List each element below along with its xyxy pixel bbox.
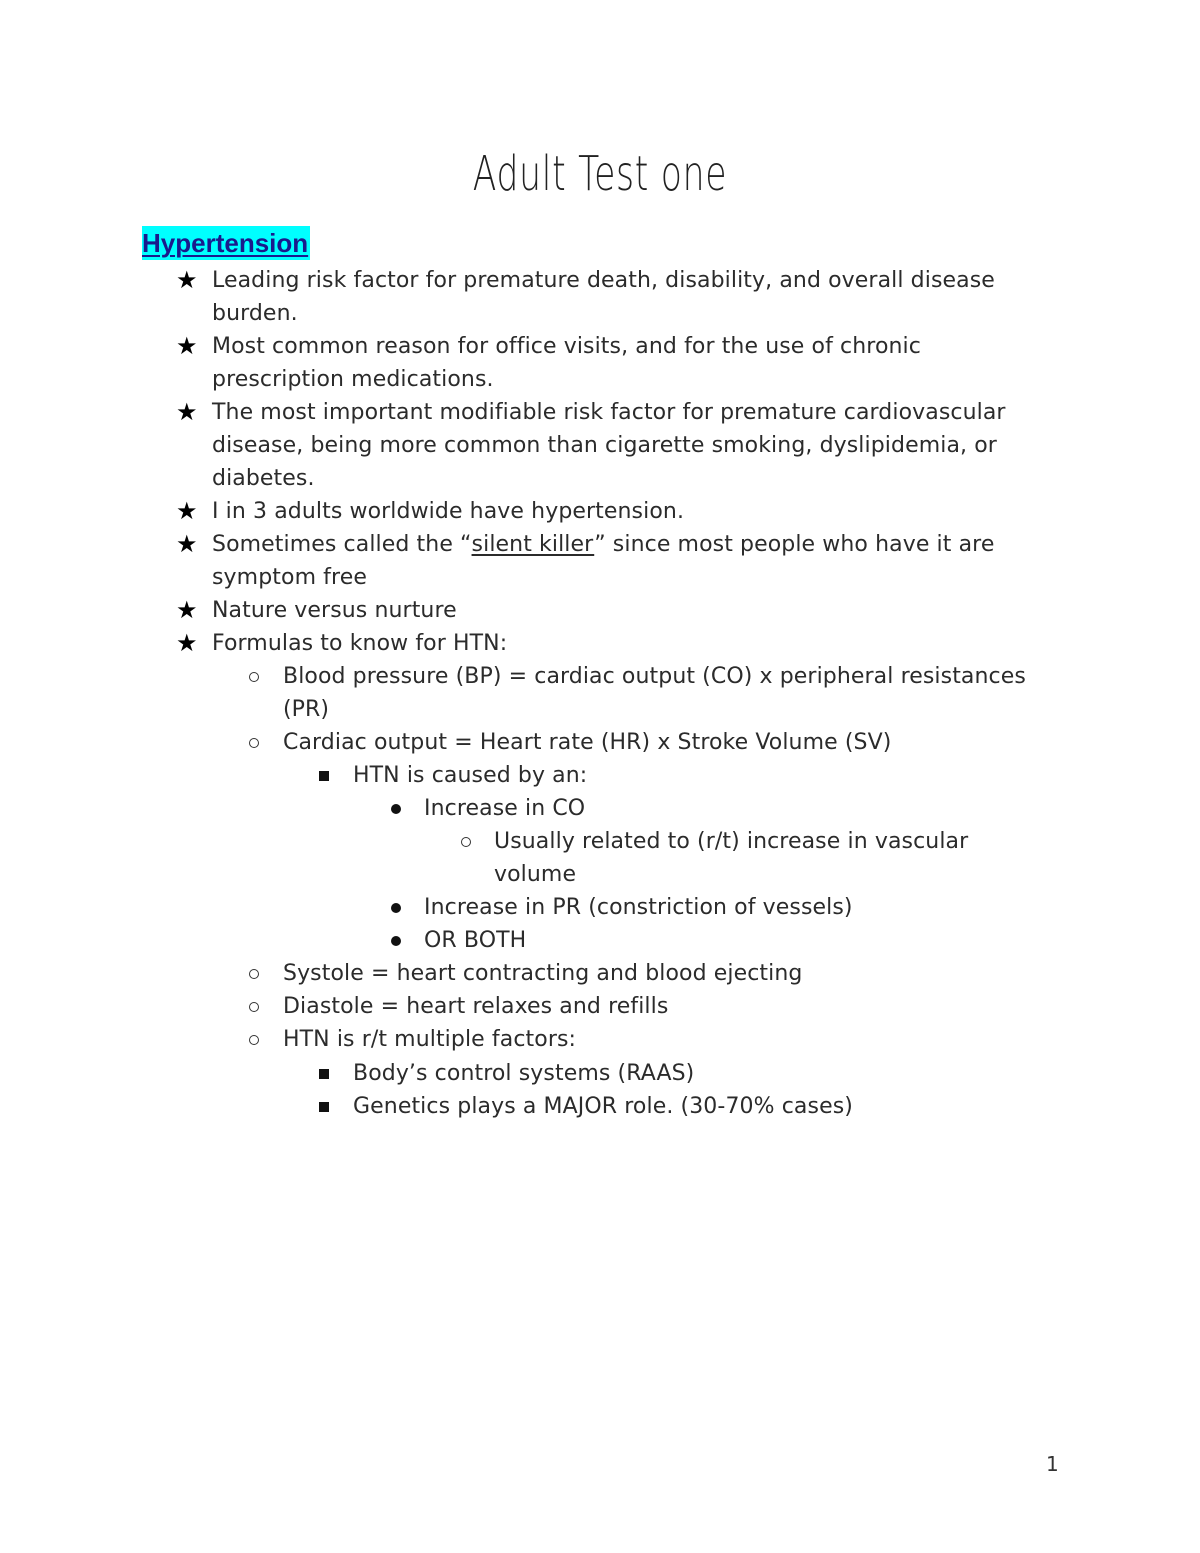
list-item: Nature versus nurture: [212, 598, 457, 623]
page-number: 1: [1046, 1452, 1059, 1476]
list-item-continuation: symptom free: [212, 565, 367, 590]
list-item-text: ” since most people who have it are: [594, 532, 995, 557]
underlined-term: silent killer: [471, 532, 595, 557]
star-icon: ★: [176, 266, 198, 294]
filled-square-icon: [319, 1069, 329, 1079]
filled-dot-icon: [391, 804, 401, 814]
document-title: Adult Test one: [472, 146, 728, 202]
list-item: Systole = heart contracting and blood ejecting: [283, 961, 803, 986]
list-item-continuation: volume: [494, 862, 577, 887]
hollow-circle-icon: [249, 969, 259, 979]
star-icon: ★: [176, 596, 198, 624]
hollow-circle-icon: [249, 1002, 259, 1012]
list-item: Most common reason for office visits, and for the use of chronic: [212, 334, 921, 359]
list-item: Blood pressure (BP) = cardiac output (CO) x peripheral resistances: [283, 664, 1026, 689]
hollow-circle-icon: [461, 837, 471, 847]
filled-square-icon: [319, 771, 329, 781]
filled-dot-icon: [391, 903, 401, 913]
star-icon: ★: [176, 398, 198, 426]
star-icon: ★: [176, 332, 198, 360]
list-item: Increase in CO: [424, 796, 586, 821]
list-item-continuation: diabetes.: [212, 466, 315, 491]
list-item: OR BOTH: [424, 928, 527, 953]
star-icon: ★: [176, 530, 198, 558]
list-item: Body’s control systems (RAAS): [353, 1061, 695, 1086]
hollow-circle-icon: [249, 672, 259, 682]
section-heading: Hypertension: [142, 228, 309, 258]
list-item: I in 3 adults worldwide have hypertension.: [212, 499, 685, 524]
list-item-continuation: burden.: [212, 301, 298, 326]
list-item: Leading risk factor for premature death, disability, and overall disease: [212, 268, 995, 293]
list-item: The most important modifiable risk factor for premature cardiovascular: [212, 400, 1006, 425]
list-item: HTN is caused by an:: [353, 763, 588, 788]
filled-square-icon: [319, 1102, 329, 1112]
list-item: HTN is r/t multiple factors:: [283, 1027, 577, 1052]
list-item: Genetics plays a MAJOR role. (30-70% cases): [353, 1094, 853, 1119]
list-item-continuation: prescription medications.: [212, 367, 494, 392]
star-icon: ★: [176, 629, 198, 657]
list-item: Formulas to know for HTN:: [212, 631, 508, 656]
list-item: Usually related to (r/t) increase in vascular: [494, 829, 969, 854]
list-item: Cardiac output = Heart rate (HR) x Stroke Volume (SV): [283, 730, 892, 755]
star-icon: ★: [176, 497, 198, 525]
hollow-circle-icon: [249, 738, 259, 748]
list-item: Increase in PR (constriction of vessels): [424, 895, 853, 920]
list-item-continuation: (PR): [283, 697, 330, 722]
list-item: Diastole = heart relaxes and refills: [283, 994, 669, 1019]
list-item-text: Sometimes called the “: [212, 532, 472, 557]
hollow-circle-icon: [249, 1035, 259, 1045]
list-item-continuation: disease, being more common than cigarette smoking, dyslipidemia, or: [212, 433, 997, 458]
list-item: [212, 528, 994, 561]
filled-dot-icon: [391, 936, 401, 946]
